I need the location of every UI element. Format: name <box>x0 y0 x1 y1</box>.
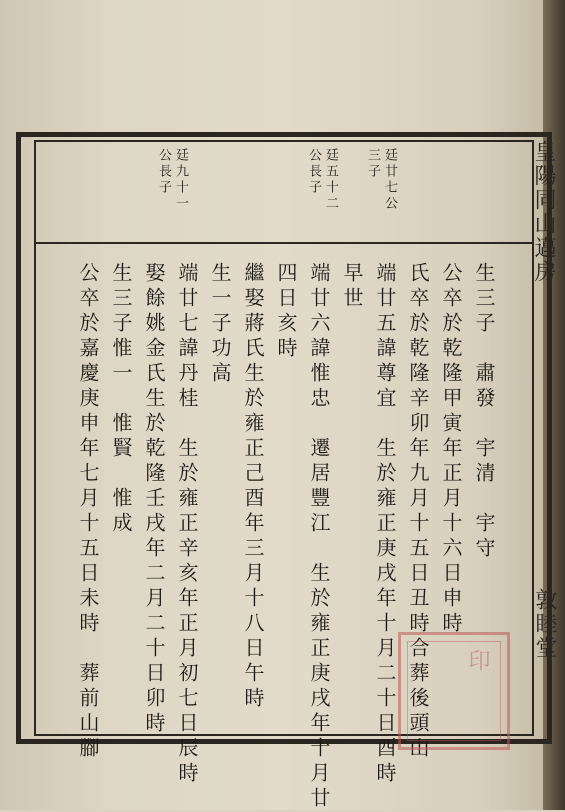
main-column: 公卒於乾隆甲寅年正月十六日申時 <box>439 262 463 637</box>
seal-stamp <box>398 632 510 750</box>
margin-hall-name: 敦睦堂 <box>532 588 557 660</box>
main-column: 端廿五諱尊宜 生於雍正庚戌年十月二十日酉時 <box>373 262 397 787</box>
main-column: 生一子功高 <box>208 262 232 387</box>
main-column: 生三子 肅發 宇清 宇守 <box>472 262 496 562</box>
upper-column: 廷廿七公 <box>382 148 397 212</box>
main-column: 四日亥時 <box>274 262 298 362</box>
main-column: 公卒於嘉慶庚申年七月十五日未時 葬前山腳 <box>76 262 100 762</box>
upper-column: 廷九十一 <box>173 148 188 212</box>
register-divider <box>34 242 534 244</box>
upper-column: 廷五十二 <box>323 148 338 212</box>
margin-book-title: 皇陽同山邁房 <box>531 140 556 284</box>
main-column: 生三子惟一 惟賢 惟成 <box>109 262 133 537</box>
main-column: 端廿七諱丹桂 生於雍正辛亥年正月初七日辰時 <box>175 262 199 787</box>
main-column: 氏卒於乾隆辛卯年九月十五日丑時合葬後頭山 <box>406 262 430 762</box>
main-column: 娶餘姚金氏生於乾隆壬戌年二月二十日卯時 <box>142 262 166 737</box>
main-column: 繼娶蔣氏生於雍正己酉年三月十八日午時 <box>241 262 265 712</box>
main-column: 早世 <box>340 262 364 312</box>
seal-glyphs: 印 <box>465 649 490 675</box>
upper-column: 公長子 <box>306 148 321 196</box>
upper-column: 三子 <box>365 148 380 180</box>
upper-column: 公長子 <box>156 148 171 196</box>
main-column: 端廿六諱惟忠 遷居豐江 生於雍正庚戌年十月廿 <box>307 262 331 812</box>
